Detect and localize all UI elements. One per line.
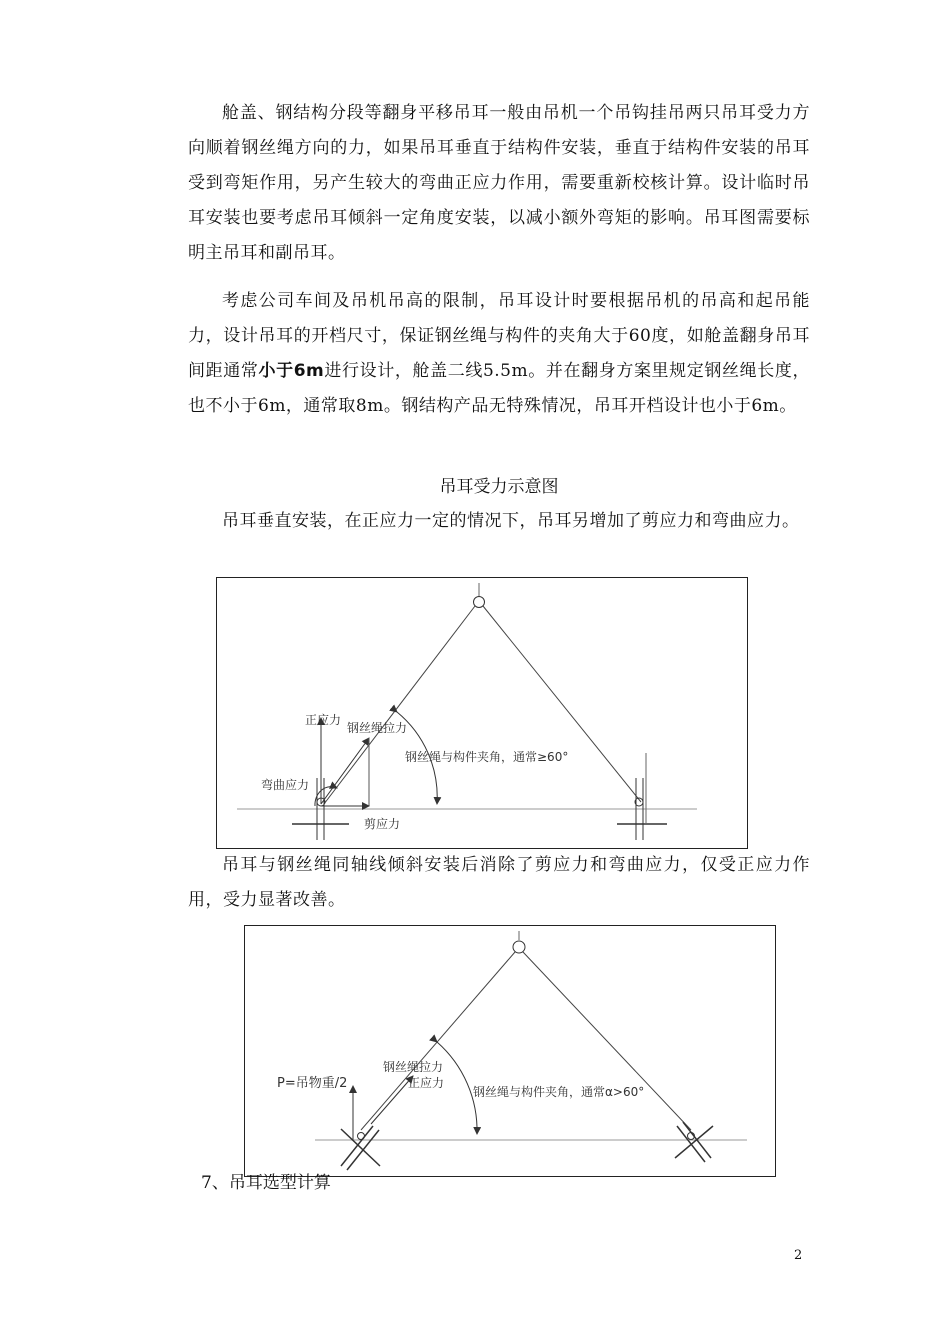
angle-note: 钢丝绳与构件夹角，通常≥60° bbox=[405, 750, 569, 764]
figure-caption: 吊耳受力示意图 bbox=[439, 477, 559, 497]
section-heading: 7、吊耳选型计算 bbox=[201, 1173, 331, 1193]
paragraph-design bbox=[188, 284, 810, 424]
bending-stress-label: 弯曲应力 bbox=[261, 778, 310, 792]
right-inclined-lug bbox=[675, 1122, 713, 1162]
figure-vertical-lug bbox=[216, 577, 748, 849]
figure-inclined-lug-drawing bbox=[245, 926, 777, 1178]
rope-tension-arrow bbox=[321, 738, 369, 804]
left-inclined-lug bbox=[341, 1126, 380, 1170]
paragraph-design-emphasis: 小于6m bbox=[258, 361, 325, 381]
page-number: 2 bbox=[794, 1248, 803, 1263]
figure-vertical-lug-drawing bbox=[217, 578, 749, 850]
rope-tension-label: 钢丝绳拉力 bbox=[383, 1060, 444, 1074]
normal-stress-label: 正应力 bbox=[305, 713, 342, 727]
load-label: P=吊物重/2 bbox=[277, 1076, 348, 1091]
paragraph-intro: 舱盖、钢结构分段等翻身平移吊耳一般由吊机一个吊钩挂吊两只吊耳受力方向顺着钢丝绳方向的力，如果吊耳垂直于结构件安装，垂直于结构件安装的吊耳受到弯矩作用，另产生较大的弯曲正应力作用，需要重新校核计算。设计临时吊耳安装也要考虑吊耳倾斜一定角度安装，以减小额外弯矩的影响。吊耳图需要标明主吊耳和副吊耳。 bbox=[188, 103, 810, 263]
rope-tension-arrow bbox=[371, 1076, 413, 1124]
normal-stress-label: 正应力 bbox=[408, 1076, 445, 1090]
left-rope bbox=[361, 952, 515, 1130]
paragraph-design-part-a: 考虑公司车间及吊机吊高的限制，吊耳设计时要根据吊机的吊高和起吊能力，设计吊耳的开档尺寸，保证钢丝绳与构件的夹角大于60度，如舱盖翻身吊耳间距通常 bbox=[188, 291, 810, 381]
paragraph-design-part-b: 进行设计，舱盖二线5.5m。并在翻身方案里规定钢丝绳长度，也不小于6m，通常取8m。钢结构产品无特殊情况，吊耳开档设计也小于6m。 bbox=[188, 361, 811, 416]
left-rope bbox=[324, 606, 475, 804]
right-rope bbox=[523, 952, 691, 1130]
rope-tension-label: 钢丝绳拉力 bbox=[347, 721, 408, 735]
paragraph-vertical-lug: 吊耳垂直安装，在正应力一定的情况下，吊耳另增加了剪应力和弯曲应力。 bbox=[222, 511, 800, 531]
angle-note: 钢丝绳与构件夹角，通常α>60° bbox=[473, 1085, 645, 1099]
right-rope bbox=[483, 606, 641, 802]
shear-stress-label: 剪应力 bbox=[364, 817, 401, 831]
hook-pulley bbox=[513, 941, 525, 953]
paragraph-inclined-lug: 吊耳与钢丝绳同轴线倾斜安装后消除了剪应力和弯曲应力，仅受正应力作用，受力显著改善。 bbox=[188, 855, 810, 910]
hook-pulley bbox=[474, 597, 485, 608]
figure-inclined-lug bbox=[244, 925, 776, 1177]
